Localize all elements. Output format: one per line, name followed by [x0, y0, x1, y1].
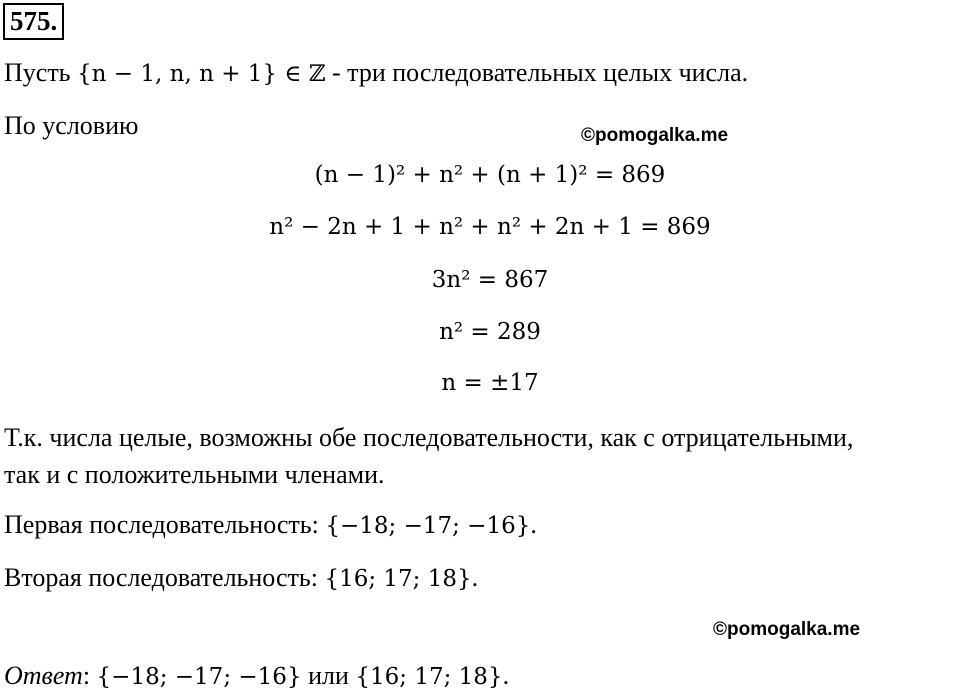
intro-line: [4, 58, 748, 89]
first-sequence-value: {−18; −17; −16}: [325, 513, 531, 539]
answer-value-2: {16; 17; 18}: [355, 664, 503, 690]
problem-number: 575.: [3, 3, 64, 40]
first-sequence-label: Первая последовательность:: [4, 510, 326, 539]
answer-colon: :: [82, 661, 97, 690]
explanation-line-2: так и с положительными членами.: [4, 460, 385, 489]
intro-set: {n − 1, n, n + 1} ∈ ℤ: [77, 61, 326, 87]
second-sequence-end: .: [471, 563, 479, 592]
watermark-bottom: ©pomogalka.me: [713, 619, 861, 640]
equation-4: n² = 289: [439, 319, 541, 345]
equation-5: n = ±17: [441, 370, 539, 396]
intro-prefix: Пусть: [4, 58, 78, 87]
equation-2: n² − 2n + 1 + n² + n² + 2n + 1 = 869: [269, 214, 711, 240]
answer-line: [4, 661, 509, 692]
explanation-line-1: Т.к. числа целые, возможны обе последовательности, как с отрицательными,: [4, 423, 854, 452]
answer-value-1: {−18; −17; −16}: [96, 664, 302, 690]
equation-1: (n − 1)² + n² + (n + 1)² = 869: [314, 162, 666, 188]
answer-end: .: [502, 661, 510, 690]
equation-3: 3n² = 867: [431, 267, 549, 293]
first-sequence-end: .: [530, 510, 537, 539]
condition-label: По условию: [4, 111, 139, 140]
intro-suffix: - три последовательных целых числа.: [325, 58, 749, 87]
second-sequence-line: [4, 563, 478, 594]
answer-label: Ответ: [4, 661, 83, 690]
second-sequence-label: Вторая последовательность:: [4, 563, 325, 592]
first-sequence-line: [4, 510, 537, 541]
watermark-top: ©pomogalka.me: [581, 125, 729, 146]
second-sequence-value: {16; 17; 18}: [324, 566, 472, 592]
answer-joiner: или: [301, 661, 356, 690]
